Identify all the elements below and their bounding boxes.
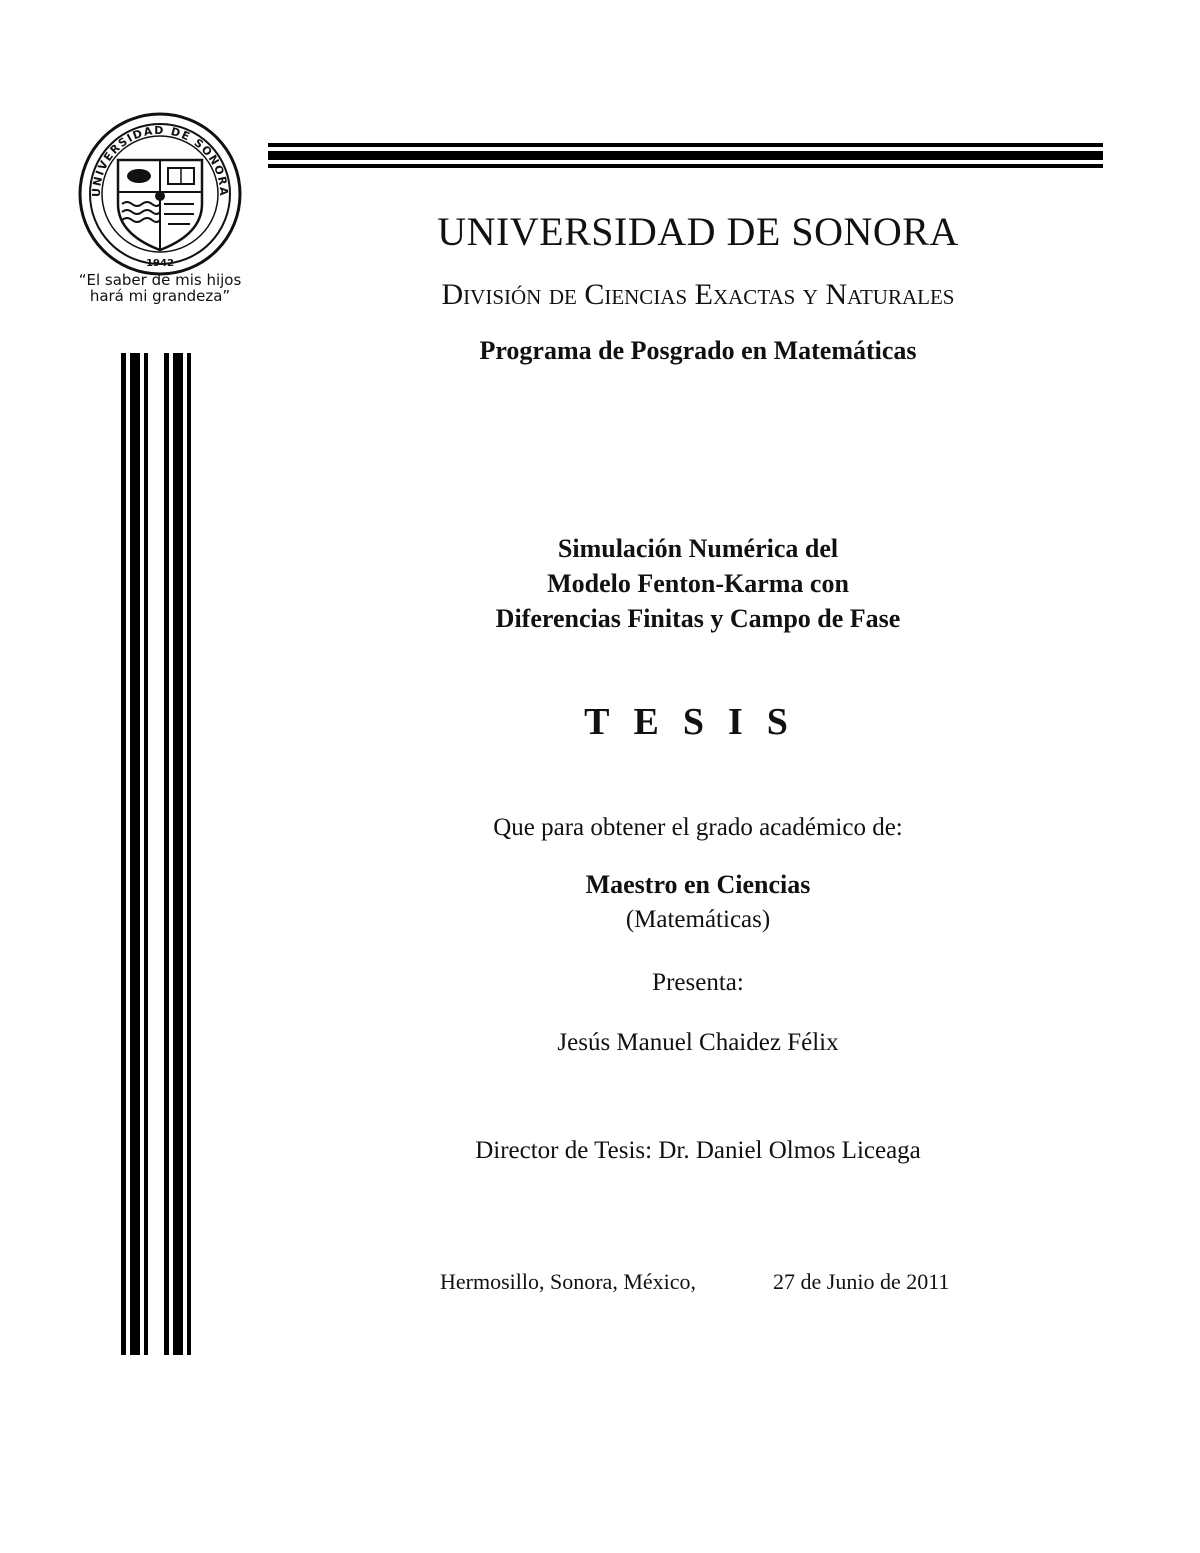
title-line: Modelo Fenton-Karma con — [547, 569, 849, 598]
degree-name: Maestro en Ciencias — [585, 870, 811, 899]
header-rules — [268, 143, 1103, 169]
seal-ring-text: UNIVERSIDAD DE SONORA — [89, 123, 231, 198]
motto-line-2: hará mi grandeza” — [89, 287, 231, 305]
thesis-director: Director de Tesis: Dr. Daniel Olmos Liceaga — [475, 1137, 921, 1164]
university-name: UNIVERSIDAD DE SONORA — [437, 209, 959, 254]
title-line: Simulación Numérica del — [557, 534, 839, 563]
place: Hermosillo, Sonora, México, — [440, 1269, 697, 1294]
program-name: Programa de Posgrado en Matemáticas — [479, 336, 917, 365]
university-motto — [62, 272, 258, 304]
title-line: Diferencias Finitas y Campo de Fase — [495, 604, 901, 633]
thesis-label: TESIS — [584, 701, 812, 743]
degree-purpose: Que para obtener el grado académico de: — [493, 814, 903, 841]
thesis-title — [298, 531, 1098, 636]
motto-line-1: “El saber de mis hijos — [78, 271, 242, 289]
university-seal-icon — [78, 112, 242, 276]
date: 27 de Junio de 2011 — [773, 1269, 950, 1294]
degree-specialty: (Matemáticas) — [625, 906, 771, 933]
seal-year: 1942 — [146, 258, 174, 269]
division-name: División de Ciencias Exactas y Naturales — [441, 278, 955, 311]
author-name: Jesús Manuel Chaidez Félix — [557, 1029, 839, 1056]
presents-label: Presenta: — [652, 969, 744, 996]
